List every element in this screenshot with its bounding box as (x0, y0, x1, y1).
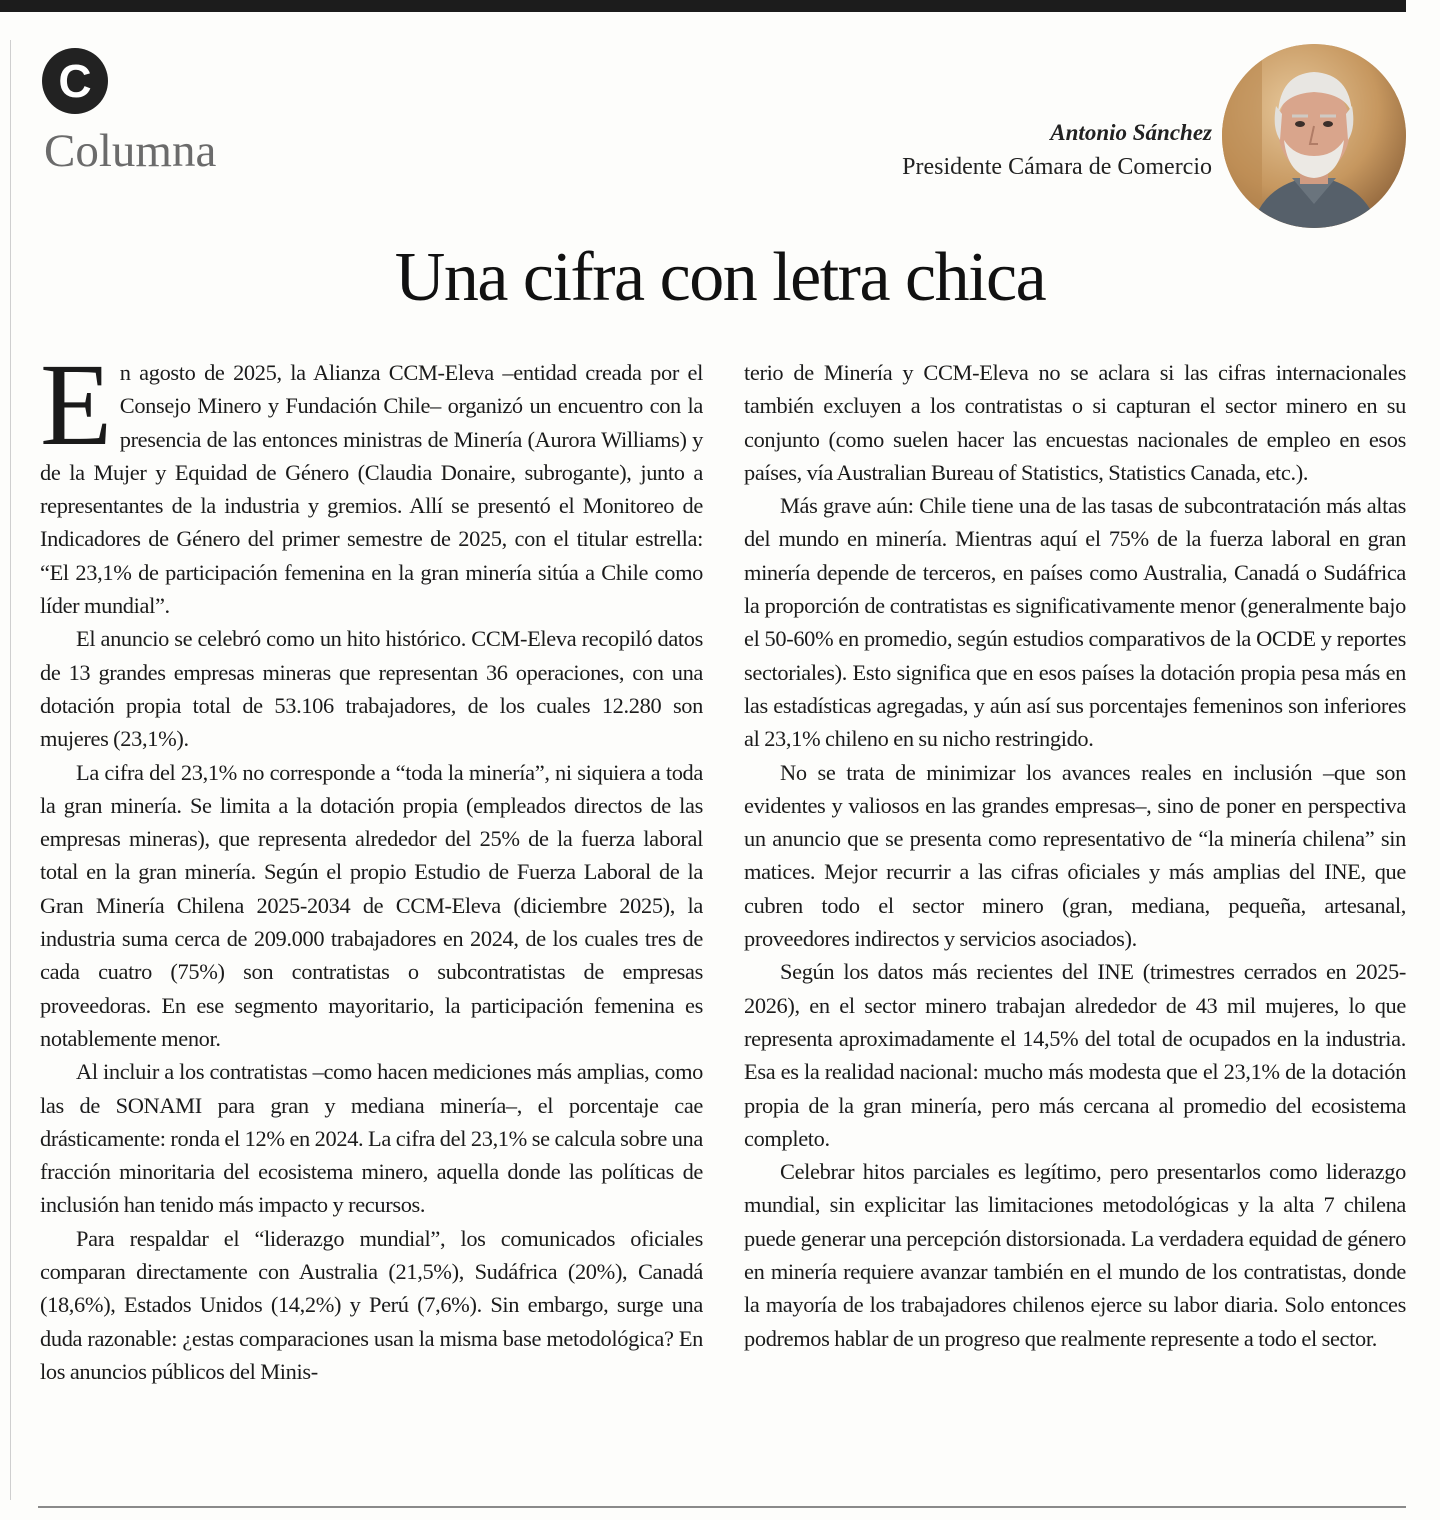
article-column-right (744, 356, 1406, 1355)
paragraph: terio de Minería y CCM-Eleva no se aclara si las cifras internacionales también excluyen a los contratistas o si capturan el sector minero en su conjunto (como suelen hacer las encuestas nacionales de empleo en esos países, vía Australian Bureau of Statistics, Statistics Canada, etc.). (744, 360, 1406, 485)
author-portrait-icon (1222, 44, 1406, 228)
bottom-rule (38, 1506, 1406, 1508)
section-badge: C (42, 48, 108, 114)
article-column-left (40, 339, 703, 1388)
paragraph: El anuncio se celebró como un hito histórico. CCM-Eleva recopiló datos de 13 grandes empresas mineras que representan 36 operaciones, con una dotación propia total de 53.106 trabajadores, de los cuales 12.280 son mujeres (23,1%). (40, 626, 703, 752)
paragraph (40, 339, 703, 622)
paragraph: Al incluir a los contratistas –como hacen mediciones más amplias, como las de SONAMI para gran y mediana minería–, el porcentaje cae drásticamente: ronda el 12% en 2024. La cifra del 23,1% se calcula sobre una fracción minoritaria del ecosistema minero, aquella donde las políticas de inclusión han tenido más impacto y recursos. (40, 1059, 703, 1218)
author-role: Presidente Cámara de Comercio (902, 154, 1212, 180)
top-rule (0, 0, 1406, 12)
author-name: Antonio Sánchez (1050, 120, 1212, 145)
headline: Una cifra con letra chica (394, 239, 1046, 316)
paragraph: La cifra del 23,1% no corresponde a “toda la minería”, ni siquiera a toda la gran minería. Se limita a la dotación propia (empleados directos de las empresas mineras), que representa alrededor del 25% de la fuerza laboral total en la gran minería. Según el propio Estudio de Fuerza Laboral de la Gran Minería Chilena 2025-2034 de CCM-Eleva (diciembre 2025), la industria suma cerca de 209.000 trabajadores en 2024, de los cuales tres de cada cuatro (75%) son contratistas o subcontratistas de empresas proveedoras. En ese segmento mayoritario, la participación femenina es notablemente menor. (40, 759, 703, 1051)
section-label: Columna (44, 125, 217, 177)
author-avatar (1222, 44, 1406, 228)
paragraph: Según los datos más recientes del INE (trimestres cerrados en 2025-2026), en el sector minero trabajan alrededor de 43 mil mujeres, lo que representa aproximadamente el 14,5% del total de ocupados en la industria. Esa es la realidad nacional: mucho más modesta que el 23,1% de la dotación propia de la gran minería, pero más cercana al promedio del ecosistema completo. (744, 959, 1406, 1151)
paragraph: Para respaldar el “liderazgo mundial”, los comunicados oficiales comparan directamente con Australia (21,5%), Sudáfrica (20%), Canadá (18,6%), Estados Unidos (14,2%) y Perú (7,6%). Sin embargo, surge una duda razonable: ¿estas comparaciones usan la misma base metodológica? En los anuncios públicos del Minis- (40, 1225, 703, 1384)
drop-cap: E (40, 339, 112, 470)
paragraph-text: n agosto de 2025, la Alianza CCM-Eleva –entidad creada por el Consejo Minero y Fundación Chile– organizó un encuentro con la presencia de las entonces ministras de Minería (Aurora Williams) y de la Mujer y Equidad de Género (Claudia Donaire, subrogante), junto a representantes de la industria y gremios. Allí se presentó el Monitoreo de Indicadores de Género del primer semestre de 2025, con el titular estrella: “El 23,1% de participación femenina en la gran minería sitúa a Chile como líder mundial”. (40, 360, 703, 619)
paragraph: Más grave aún: Chile tiene una de las tasas de subcontratación más altas del mundo en minería. Mientras aquí el 75% de la fuerza laboral en gran minería depende de terceros, en países como Australia, Canadá o Sudáfrica la proporción de contratistas es significativamente menor (generalmente bajo el 50-60% en promedio, según estudios comparativos de la OCDE y reportes sectoriales). Esto significa que en esos países la dotación propia pesa más en las estadísticas agregadas, y aún así sus porcentajes femeninos son inferiores al 23,1% chileno en su nicho restringido. (744, 493, 1406, 752)
paragraph: Celebrar hitos parciales es legítimo, pero presentarlos como liderazgo mundial, sin explicitar las limitaciones metodológicas y la alta 7 chilena puede generar una percepción distorsionada. La verdadera equidad de género en minería requiere avanzar también en el mundo de los contratistas, donde la mayoría de los trabajadores chilenos ejerce su labor diaria. Solo entonces podremos hablar de un progreso que realmente represente a todo el sector. (744, 1159, 1406, 1351)
paragraph: No se trata de minimizar los avances reales en inclusión –que son evidentes y valiosos en las grandes empresas–, sino de poner en perspectiva un anuncio que se presenta como representativo de “la minería chilena” sin matices. Mejor recurrir a las cifras oficiales y más amplias del INE, que cubren todo el sector minero (gran, mediana, pequeña, artesanal, proveedores indirectos y servicios asociados). (744, 759, 1406, 952)
